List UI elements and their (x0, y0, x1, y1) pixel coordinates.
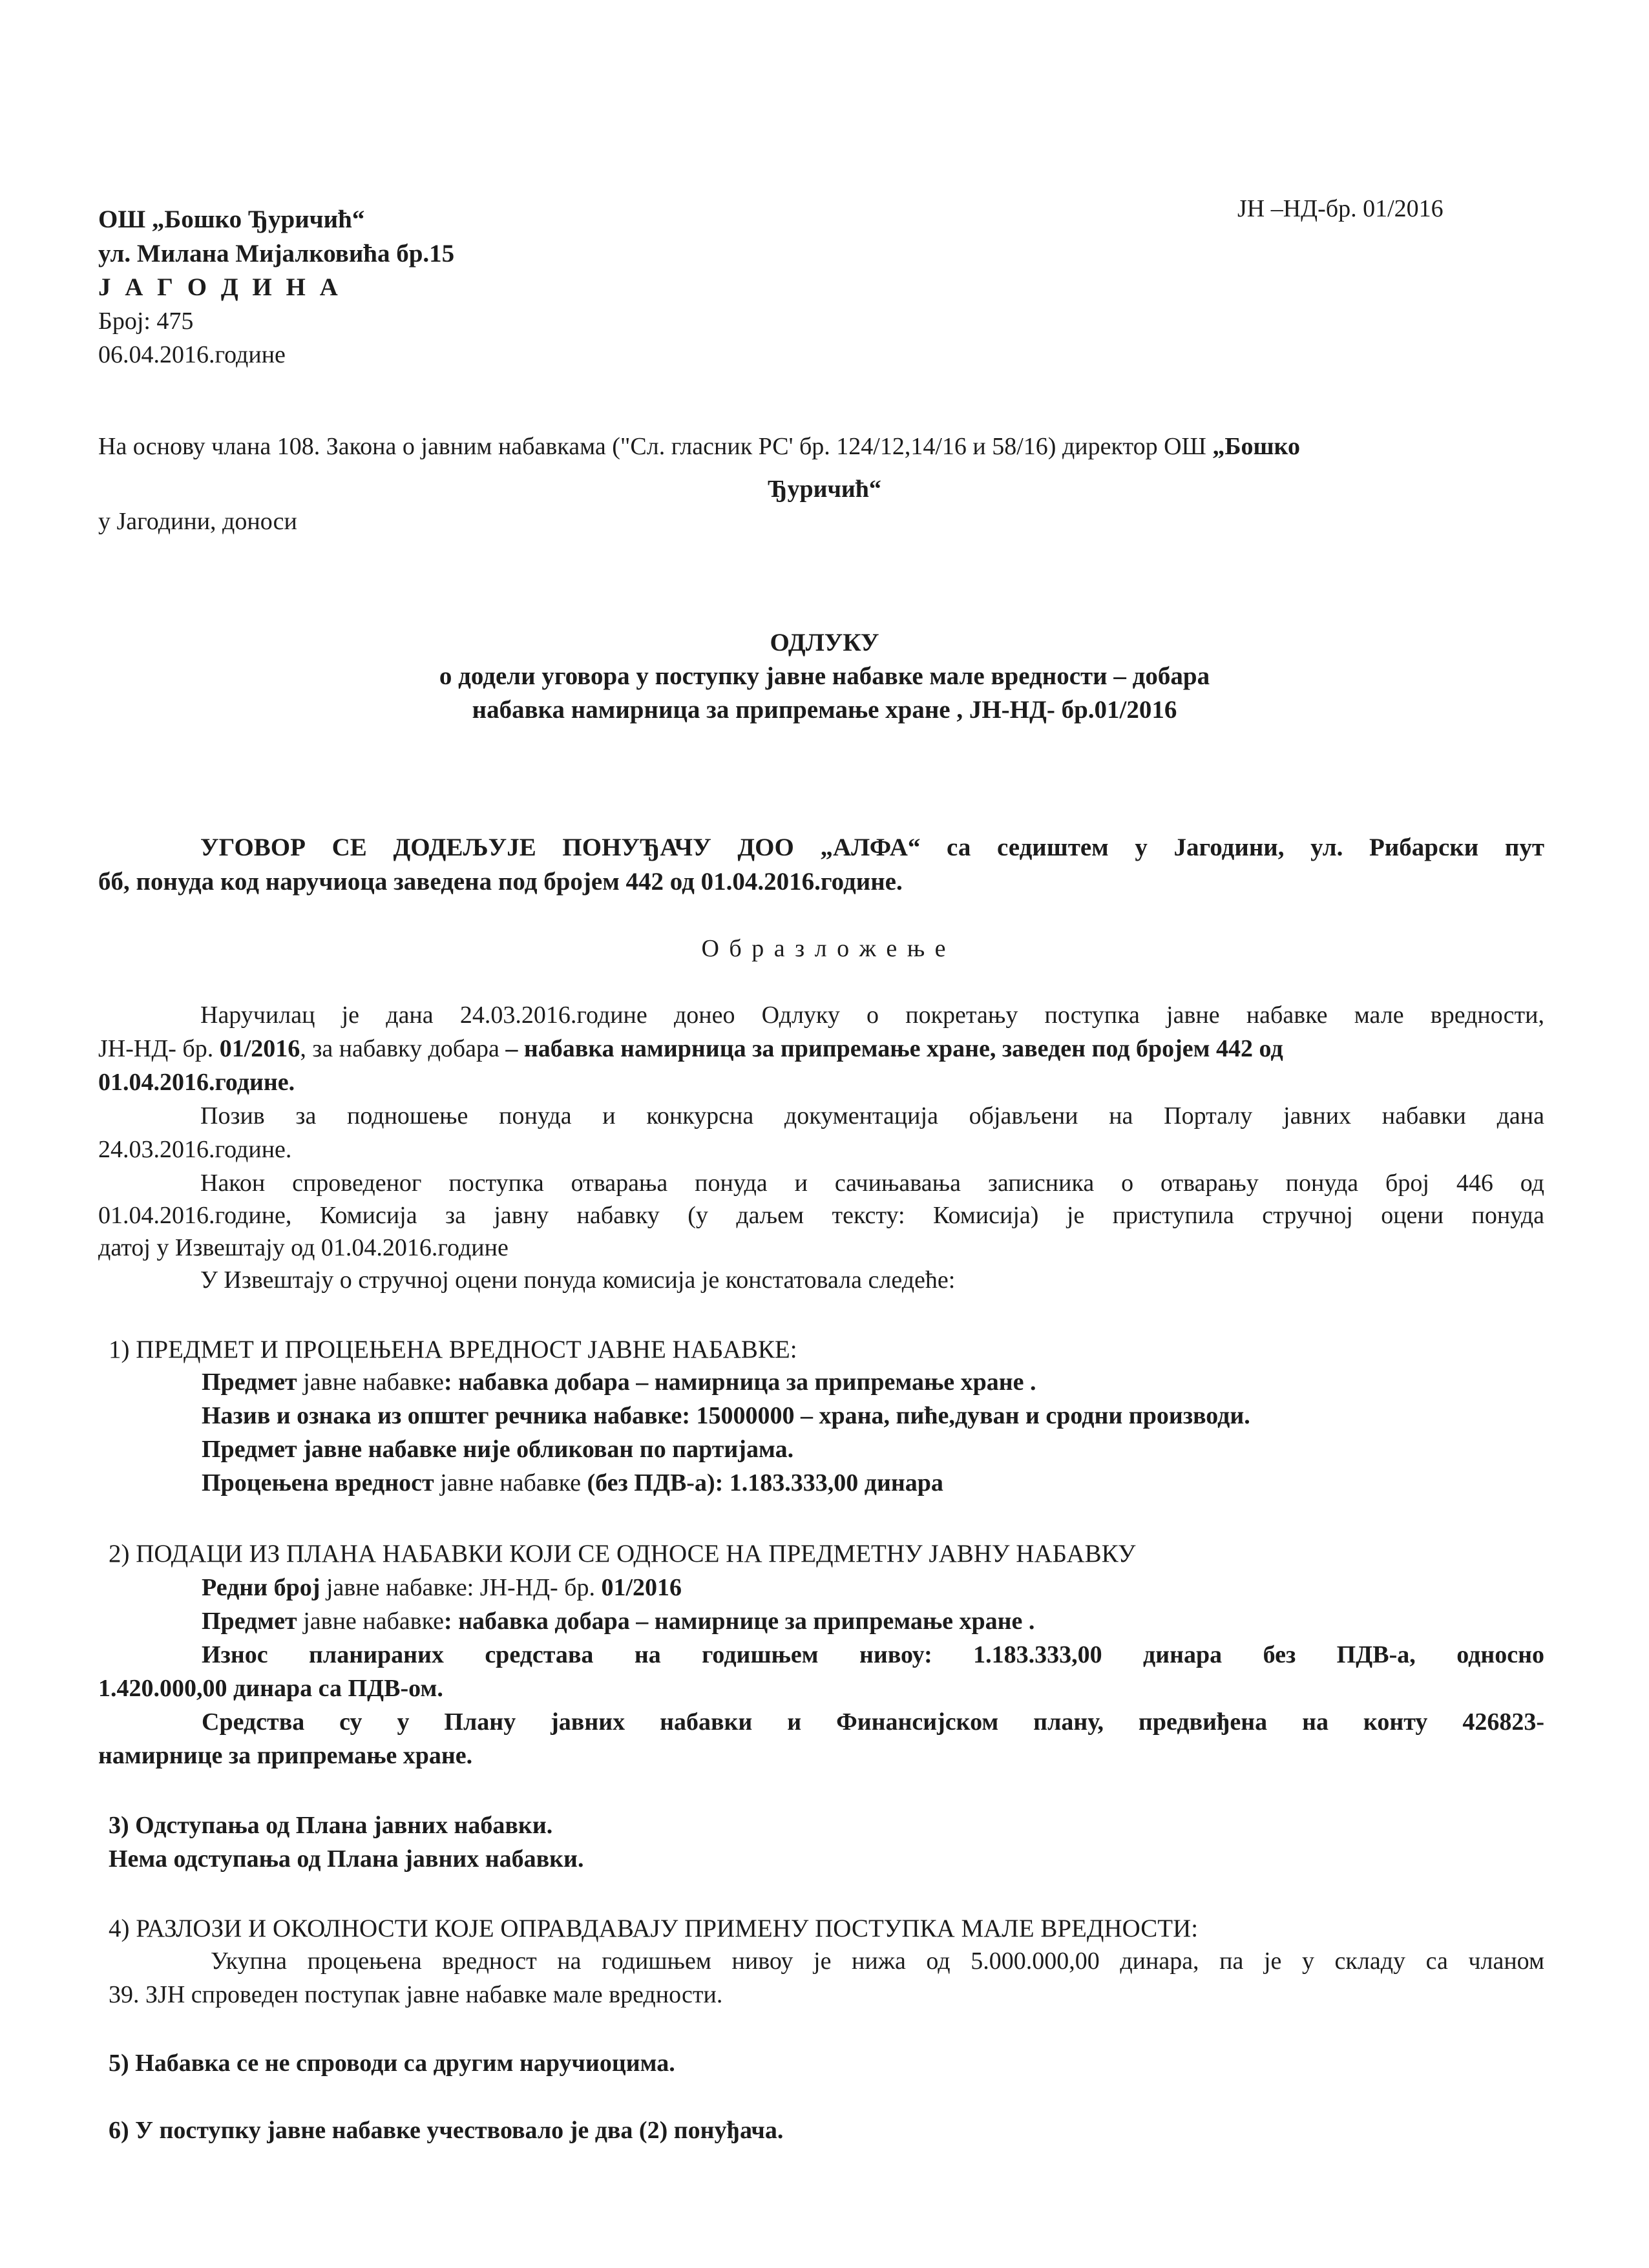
subject-value: : набавка добара – намирница за припремање хране . (444, 1369, 1036, 1396)
section-2-line-6: намирнице за припремање хране. (98, 1742, 473, 1769)
section-2-title: 2) ПОДАЦИ ИЗ ПЛАНА НАБАВКИ КОЈИ СЕ ОДНОСЕ НА ПРЕДМЕТНУ ЈАВНУ НАБАВКУ (109, 1540, 1136, 1568)
rationale-p2-line-2: 24.03.2016.године. (98, 1136, 292, 1163)
decision-title: ОДЛУКУ (770, 629, 879, 656)
procurement-label: ЈН-НД- бр. (98, 1035, 220, 1062)
section-1-line-3: Предмет јавне набавке није обликован по партијама. (202, 1436, 794, 1463)
rationale-p2-line-1: Позив за подношење понуда и конкурсна документација објављени на Порталу јавних набавки дана (200, 1102, 1544, 1129)
procurement-number: 01/2016 (219, 1035, 300, 1062)
subject-label: Предмет (202, 1369, 297, 1396)
section-2-line-1 (202, 1571, 682, 1604)
preamble-line-3: у Јагодини, доноси (98, 508, 297, 535)
rationale-p3-line-2: 01.04.2016.године, Комисија за јавну набавку (у даљем тексту: Комисија) је приступила стручној оцени понуда (98, 1202, 1544, 1229)
goods-description: – набавка намирница за припремање хране, заведен под бројем 442 од (505, 1035, 1283, 1062)
document-number: Број: 475 (98, 308, 194, 335)
section-1-title: 1) ПРЕДМЕТ И ПРОЦЕЊЕНА ВРЕДНОСТ ЈАВНЕ НАБАВКЕ: (109, 1336, 797, 1363)
school-name: ОШ „Бошко Ђуричић“ (98, 205, 365, 233)
section-3-title: 3) Одступања од Плана јавних набавки. (109, 1812, 553, 1839)
section-5-title: 5) Набавка се не спроводи са другим наручиоцима. (109, 2050, 675, 2077)
section-3-line-1: Нема одступања од Плана јавних набавки. (109, 1845, 584, 1873)
preamble-line-1 (98, 430, 1300, 463)
section-4-line-2: 39. ЗЈН спроведен поступак јавне набавке мале вредности. (109, 1981, 723, 2008)
rationale-p3-line-1: Након спроведеног поступка отварања понуда и сачињавања записника о отварању понуда број 446 од (200, 1170, 1544, 1197)
decision-subtitle-2: набавка намирница за припремање хране , ЈН-НД- бр.01/2016 (472, 696, 1177, 724)
subject-label-2: Предмет (202, 1608, 297, 1635)
section-2-line-5: Средства су у Плану јавних набавки и Финансијском плану, предвиђена на конту 426823- (202, 1708, 1544, 1736)
decision-subtitle-1: о додели уговора у поступку јавне набавке мале вредности – добара (439, 662, 1210, 690)
rationale-p1-line-1: Наручилац је дана 24.03.2016.године донео Одлуку о покретању поступка јавне набавке мале вредности, (200, 1002, 1544, 1029)
rationale-heading: О б р а з л о ж е њ е (701, 935, 948, 962)
section-2-line-4: 1.420.000,00 динара са ПДВ-ом. (98, 1675, 443, 1702)
section-6-title: 6) У поступку јавне набавке учествовало је два (2) понуђача. (109, 2117, 784, 2144)
award-line-1: УГОВОР СЕ ДОДЕЉУЈЕ ПОНУЂАЧУ ДОО „АЛФА“ са седиштем у Јагодини, ул. Рибарски пут (200, 834, 1544, 861)
preamble-text: На основу члана 108. Закона о јавним набавкама ("Сл. гласник РС' бр. 124/12,14/16 и 58/16) директор ОШ (98, 433, 1213, 460)
school-city: Ј А Г О Д И Н А (98, 273, 342, 301)
rationale-p1-line-2 (98, 1033, 1283, 1065)
serial-number-value: 01/2016 (601, 1574, 682, 1601)
section-1-line-4 (202, 1467, 943, 1499)
serial-number-label: Редни број (202, 1574, 320, 1601)
estimated-value-suffix: јавне набавке (434, 1469, 587, 1496)
section-1-line-1 (202, 1366, 1036, 1398)
subject-suffix-2: јавне набавке (297, 1608, 444, 1635)
preamble-line-2: Ђуричић“ (768, 476, 881, 503)
section-1-line-2: Назив и ознака из општег речника набавке: 15000000 – храна, пиће,дуван и сродни производи. (202, 1402, 1250, 1429)
procurement-reference: ЈН –НД-бр. 01/2016 (1237, 195, 1444, 222)
estimated-value-amount: (без ПДВ-а): 1.183.333,00 динара (587, 1469, 943, 1496)
school-street: ул. Милана Мијалковића бр.15 (98, 240, 455, 268)
section-2-line-3: Износ планираних средстава на годишњем нивоу: 1.183.333,00 динара без ПДВ-а, односно (202, 1641, 1544, 1668)
rationale-p1-line-3: 01.04.2016.године. (98, 1069, 295, 1096)
rationale-p3-line-3: датој у Извештају од 01.04.2016.године (98, 1234, 509, 1261)
award-line-2: бб, понуда код наручиоца заведена под бројем 442 од 01.04.2016.године. (98, 868, 903, 896)
section-4-title: 4) РАЗЛОЗИ И ОКОЛНОСТИ КОЈЕ ОПРАВДАВАЈУ ПРИМЕНУ ПОСТУПКА МАЛЕ ВРЕДНОСТИ: (109, 1915, 1199, 1942)
section-2-line-2 (202, 1605, 1035, 1637)
preamble-school-name: „Бошко (1212, 433, 1300, 460)
subject-value-2: : набавка добара – намирнице за припремање хране . (444, 1608, 1035, 1635)
goods-label: , за набавку добара (300, 1035, 506, 1062)
document-date: 06.04.2016.године (98, 341, 286, 368)
section-4-line-1: Укупна процењена вредност на годишњем нивоу је нижа од 5.000.000,00 динара, па је у складу са чланом (211, 1948, 1544, 1975)
rationale-p4: У Извештају о стручној оцени понуда комисија је констатовала следеће: (200, 1266, 956, 1294)
subject-suffix: јавне набавке (297, 1369, 444, 1396)
serial-number-text: јавне набавке: ЈН-НД- бр. (320, 1574, 602, 1601)
estimated-value-label: Процењена вредност (202, 1469, 434, 1496)
